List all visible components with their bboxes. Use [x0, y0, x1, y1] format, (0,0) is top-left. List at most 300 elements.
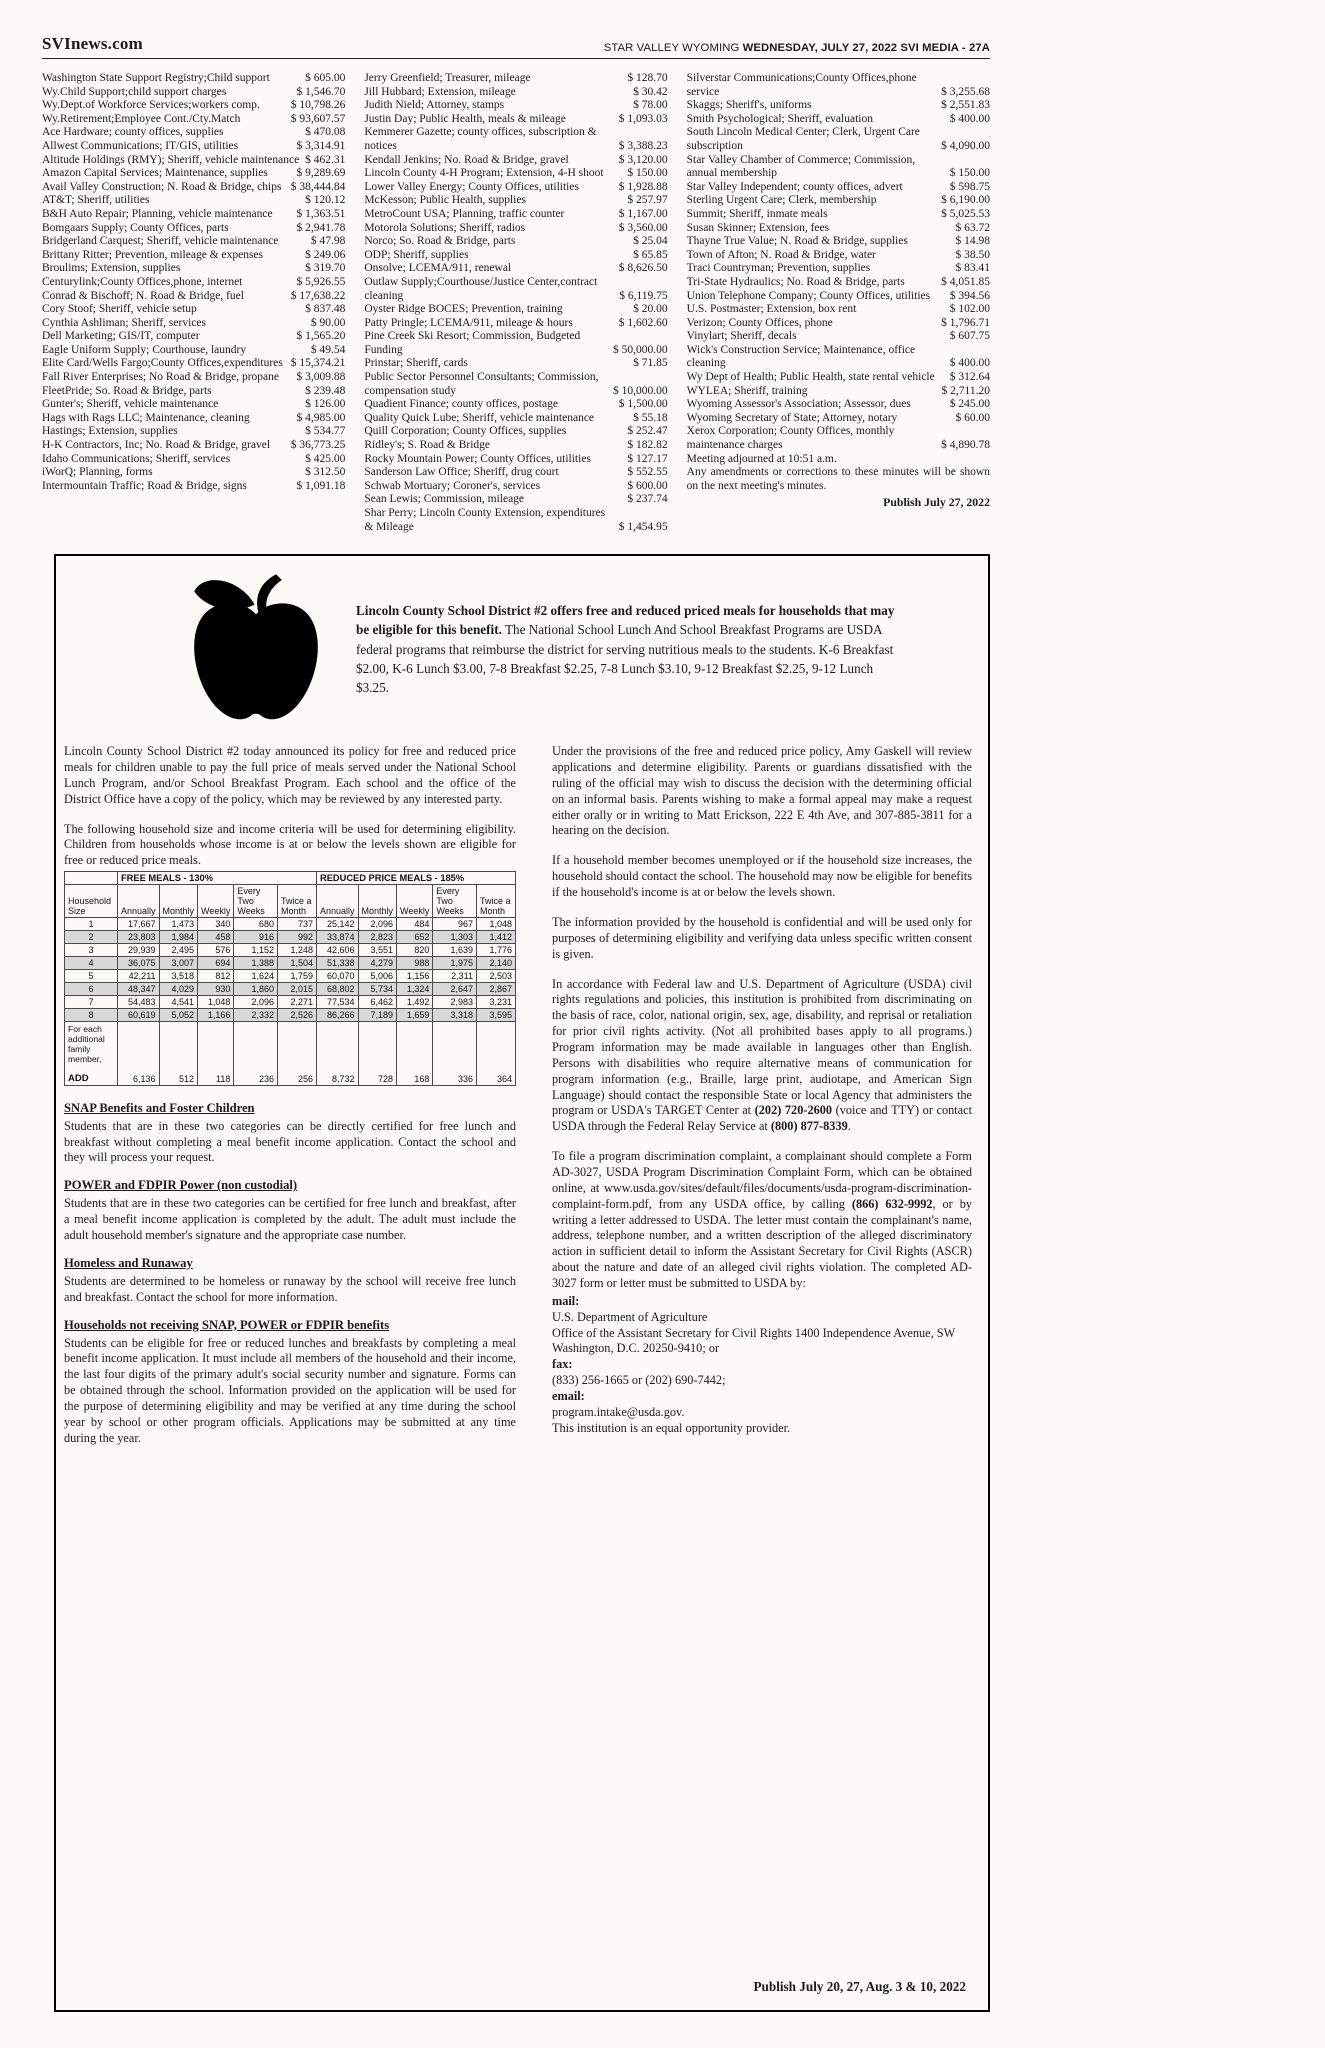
expenditure-entry — [364, 507, 667, 534]
expenditure-amount: $ 10,000.00 — [613, 384, 668, 397]
expenditure-entry — [42, 126, 345, 140]
expenditure-description: B&H Auto Repair; Planning, vehicle maintenance — [42, 207, 273, 220]
expenditure-description: Thayne True Value; N. Road & Bridge, supplies — [686, 235, 908, 248]
additional-member-label-cell — [65, 1022, 118, 1086]
expenditure-description: Eagle Uniform Supply; Courthouse, laundry — [42, 343, 247, 356]
expenditure-entry — [42, 453, 345, 467]
expenditure-description: Xerox Corporation; County Offices, monthly maintenance charges — [686, 425, 895, 452]
expenditure-entry — [687, 181, 990, 195]
additional-member-add-word: ADD — [68, 1072, 89, 1084]
expenditure-description: Union Telephone Company; County Offices, utilities — [686, 289, 931, 302]
income-value-cell: 3,551 — [358, 944, 397, 957]
expenditure-amount: $ 6,119.75 — [619, 289, 668, 302]
expenditure-amount: $ 38,444.84 — [290, 180, 346, 193]
expenditure-entry — [42, 276, 345, 290]
expenditure-description: Schwab Mortuary; Coroner's, services — [364, 479, 541, 492]
expenditure-entry — [687, 276, 990, 290]
contact-line: email: — [552, 1388, 585, 1403]
income-value-cell: 2,271 — [278, 996, 317, 1009]
income-value-cell: 68,802 — [316, 983, 358, 996]
expenditure-description: Jill Hubbard; Extension, mileage — [364, 85, 516, 98]
expenditure-amount: $ 1,500.00 — [618, 398, 668, 411]
expenditure-description: Susan Skinner; Extension, fees — [686, 221, 830, 234]
income-value-cell: 256 — [278, 1022, 317, 1086]
income-value-cell: 2,140 — [477, 957, 516, 970]
expenditure-amount: $ 9,289.69 — [296, 167, 346, 180]
expenditure-description: Bomgaars Supply; County Offices, parts — [42, 221, 229, 234]
expenditure-entry — [42, 317, 345, 331]
expenditure-amount: $ 15,374.21 — [290, 357, 346, 370]
expenditure-description: Prinstar; Sheriff, cards — [364, 357, 468, 370]
expenditure-description: Sanderson Law Office; Sheriff, drug court — [364, 466, 559, 479]
income-value-cell: 51,338 — [316, 957, 358, 970]
expenditure-amount: $ 36,773.25 — [290, 439, 346, 452]
expenditure-amount: $ 3,120.00 — [618, 153, 668, 166]
expenditure-entry — [687, 330, 990, 344]
expenditure-entry — [364, 317, 667, 331]
expenditure-entry — [364, 167, 667, 181]
expenditure-description: Star Valley Independent; county offices, advert — [686, 180, 903, 193]
income-value-cell: 737 — [278, 918, 317, 931]
section-body: Students are determined to be homeless or runaway by the school will receive free lunch and breakfast. Contact the school for more information. — [64, 1273, 516, 1304]
income-value-cell: 1,388 — [234, 957, 278, 970]
expenditure-description: Quadient Finance; county offices, postage — [364, 398, 558, 411]
expenditure-description: Centurylink;County Offices,phone, internet — [42, 275, 243, 288]
income-value-cell: 1,759 — [278, 970, 317, 983]
school-meals-notice — [54, 554, 990, 2012]
expenditure-description: Sterling Urgent Care; Clerk, membership — [686, 194, 877, 207]
expenditure-amount: $ 71.85 — [633, 357, 668, 370]
expenditure-amount: $ 182.82 — [627, 439, 668, 452]
expenditure-amount: $ 3,314.91 — [296, 139, 346, 152]
expenditure-description: Pine Creek Ski Resort; Commission, Budgeted Funding — [364, 330, 581, 356]
income-row — [65, 970, 516, 983]
expenditure-amount: $ 10,798.26 — [290, 99, 346, 112]
income-row — [65, 944, 516, 957]
household-size-cell: 6 — [65, 983, 118, 996]
household-size-cell: 7 — [65, 996, 118, 1009]
income-row — [65, 931, 516, 944]
minutes-closing-line: Any amendments or corrections to these minutes will be shown on the next meeting's minutes. — [686, 466, 990, 492]
expenditure-entry — [364, 194, 667, 208]
expenditure-description: Quill Corporation; County Offices, supplies — [364, 425, 567, 438]
expenditure-entry — [364, 154, 667, 168]
income-value-cell: 5,052 — [159, 1009, 198, 1022]
income-value-cell: 3,007 — [159, 957, 198, 970]
additional-member-row — [65, 1022, 516, 1086]
expenditure-amount: $ 400.00 — [949, 112, 990, 125]
expenditure-entry — [42, 357, 345, 371]
expenditure-amount: $ 4,090.00 — [941, 139, 990, 152]
masthead-date-page: WEDNESDAY, JULY 27, 2022 SVI MEDIA - 27A — [742, 42, 990, 54]
expenditure-description: Tri-State Hydraulics; No. Road & Bridge, parts — [686, 275, 905, 288]
expenditure-description: Idaho Communications; Sheriff, services — [42, 452, 231, 465]
income-value-cell: 458 — [198, 931, 234, 944]
apple-icon — [182, 570, 330, 728]
income-value-cell: 1,303 — [433, 931, 477, 944]
expenditure-description: Shar Perry; Lincoln County Extension, expenditures & Mileage — [364, 507, 606, 533]
expenditure-amount: $ 3,009.88 — [296, 371, 346, 384]
expenditure-entry — [364, 276, 667, 303]
income-value-cell: 2,503 — [477, 970, 516, 983]
expenditure-description: Dell Marketing; GIS/IT, computer — [42, 330, 200, 343]
expenditure-entry — [42, 425, 345, 439]
expenditure-entry — [687, 412, 990, 426]
expenditure-description: Amazon Capital Services; Maintenance, supplies — [42, 167, 268, 180]
expenditure-entry — [364, 330, 667, 357]
expenditure-entry — [364, 439, 667, 453]
household-size-cell: 2 — [65, 931, 118, 944]
expenditure-entry — [42, 249, 345, 263]
income-row — [65, 918, 516, 931]
expenditure-amount: $ 1,167.00 — [618, 207, 668, 220]
income-value-cell: 694 — [198, 957, 234, 970]
expenditure-amount: $ 312.50 — [305, 466, 346, 479]
expenditure-description: Gunter's; Sheriff, vehicle maintenance — [42, 398, 219, 411]
expenditure-description: AT&T; Sheriff, utilities — [42, 194, 150, 207]
expenditure-entry — [42, 222, 345, 236]
section-heading: Homeless and Runaway — [64, 1255, 193, 1270]
minutes-closing — [687, 453, 990, 494]
income-value-cell: 3,518 — [159, 970, 198, 983]
expenditure-amount: $ 8,626.50 — [618, 262, 668, 275]
section-heading: SNAP Benefits and Foster Children — [64, 1100, 255, 1115]
expenditure-amount: $ 245.00 — [949, 398, 990, 411]
expenditure-description: Patty Pringle; LCEMA/911, mileage & hours — [364, 316, 573, 329]
expenditure-amount: $ 150.00 — [627, 167, 668, 180]
income-value-cell: 4,541 — [159, 996, 198, 1009]
column-header: Weekly — [198, 885, 234, 918]
expenditure-amount: $ 552.55 — [627, 466, 668, 479]
income-value-cell: 6,462 — [358, 996, 397, 1009]
free-meals-header: FREE MEALS - 130% — [118, 872, 317, 885]
expenditure-amount: $ 607.75 — [949, 330, 990, 343]
publish-line-notice: Publish July 20, 27, Aug. 3 & 10, 2022 — [753, 1979, 966, 1994]
notice-paragraph: In accordance with Federal law and U.S. Department of Agriculture (USDA) civil rights regulations and policies, this institution is prohibited from discriminating on the basis of race, color, national origin, sex, age, disability, and reprisal or retaliation for prior civil rights activity. (Not all prohibited bases apply to all programs.) Program information may be made available in languages other than English. Persons with disabilities who require alternative means of communication for program information (e.g., Braille, large print, audiotape, and American Sign Language) should contact the responsible State or local Agency that administers the program or USDA's TARGET Center at (202) 720-2600 (voice and TTY) or contact USDA through the Federal Relay Service at (800) 877-8339. — [552, 976, 973, 1134]
income-value-cell: 2,495 — [159, 944, 198, 957]
expenditure-entry — [687, 290, 990, 304]
income-value-cell: 3,595 — [477, 1009, 516, 1022]
expenditure-amount: $ 38.50 — [955, 248, 990, 261]
additional-member-label: For each additional family member, — [68, 1024, 105, 1064]
expenditure-entry — [687, 99, 990, 113]
income-value-cell: 1,324 — [397, 983, 433, 996]
notice-section — [64, 1101, 516, 1167]
income-value-cell: 364 — [477, 1022, 516, 1086]
income-value-cell: 484 — [397, 918, 433, 931]
expenditure-amount: $ 1,546.70 — [296, 85, 346, 98]
household-size-cell: 8 — [65, 1009, 118, 1022]
income-value-cell: 4,029 — [159, 983, 198, 996]
minutes-closing-line: Meeting adjourned at 10:51 a.m. — [686, 452, 837, 465]
expenditure-entry — [364, 86, 667, 100]
income-value-cell: 1,152 — [234, 944, 278, 957]
income-value-cell: 2,526 — [278, 1009, 317, 1022]
expenditure-amount: $ 312.64 — [949, 371, 990, 384]
expenditure-description: Rocky Mountain Power; County Offices, utilities — [364, 452, 591, 465]
income-value-cell: 680 — [234, 918, 278, 931]
income-value-cell: 1,048 — [198, 996, 234, 1009]
expenditure-description: Wick's Construction Service; Maintenance, office cleaning — [686, 343, 916, 370]
expenditure-entry — [42, 303, 345, 317]
expenditure-entry — [364, 208, 667, 222]
income-value-cell: 1,639 — [433, 944, 477, 957]
income-value-cell: 48,347 — [118, 983, 160, 996]
contact-line: mail: — [552, 1293, 580, 1308]
section-heading: POWER and FDPIR Power (non custodial) — [64, 1178, 298, 1193]
expenditure-amount: $ 150.00 — [949, 167, 990, 180]
expenditure-amount: $ 1,093.03 — [618, 112, 668, 125]
expenditure-entry — [364, 262, 667, 276]
expenditure-description: Silverstar Communications;County Offices,phone service — [686, 72, 917, 98]
household-size-cell: 4 — [65, 957, 118, 970]
expenditure-description: Cynthia Ashliman; Sheriff, services — [42, 316, 206, 329]
expenditure-entry — [364, 412, 667, 426]
income-value-cell: 1,156 — [397, 970, 433, 983]
column-header: Twice a Month — [278, 885, 317, 918]
contact-line: Washington, D.C. 20250-9410; or — [552, 1341, 720, 1356]
income-row — [65, 983, 516, 996]
expenditure-description: MetroCount USA; Planning, traffic counter — [364, 207, 565, 220]
income-value-cell: 86,266 — [316, 1009, 358, 1022]
expenditure-entry — [42, 235, 345, 249]
expenditure-description: Vinylart; Sheriff, decals — [686, 330, 797, 343]
expenditure-amount: $ 1,928.88 — [618, 180, 668, 193]
expenditure-amount: $ 462.31 — [305, 153, 346, 166]
expenditure-description: Cory Stoof; Sheriff, vehicle setup — [42, 303, 197, 316]
expenditure-amount: $ 534.77 — [305, 425, 346, 438]
expenditure-amount: $ 3,560.00 — [618, 221, 668, 234]
income-value-cell: 1,248 — [278, 944, 317, 957]
notice-columns — [56, 732, 988, 1458]
expenditure-description: Smith Psychological; Sheriff, evaluation — [686, 112, 873, 125]
expenditure-description: Verizon; County Offices, phone — [686, 316, 833, 329]
expenditure-entry — [42, 480, 345, 494]
notice-paragraph: If a household member becomes unemployed or if the household size increases, the household should contact the school. The household may now be eligible for benefits if the household's income is at or below the levels shown. — [552, 853, 972, 900]
income-value-cell: 652 — [397, 931, 433, 944]
expenditure-entry — [364, 398, 667, 412]
expenditure-description: Ace Hardware; county offices, supplies — [42, 126, 224, 139]
income-value-cell: 7,189 — [358, 1009, 397, 1022]
income-value-cell: 2,823 — [358, 931, 397, 944]
income-value-cell: 1,504 — [278, 957, 317, 970]
expenditure-list — [687, 72, 990, 453]
expenditure-entry — [687, 249, 990, 263]
expenditure-description: McKesson; Public Health, supplies — [364, 194, 526, 207]
expenditure-amount: $ 1,602.60 — [618, 316, 668, 329]
expenditure-entry — [364, 480, 667, 494]
income-value-cell: 6,136 — [118, 1022, 160, 1086]
column-header: Household Size — [65, 885, 118, 918]
income-value-cell: 1,975 — [433, 957, 477, 970]
expenditure-description: Outlaw Supply;Courthouse/Justice Center,contract cleaning — [364, 275, 598, 302]
income-value-cell: 812 — [198, 970, 234, 983]
expenditure-entry — [42, 262, 345, 276]
notice-sections — [64, 1101, 516, 1447]
column-header: Twice a Month — [477, 885, 516, 918]
expenditure-amount: $ 1,565.20 — [296, 330, 346, 343]
column-header: Every Two Weeks — [234, 885, 278, 918]
expenditure-amount: $ 63.72 — [955, 221, 990, 234]
expenditure-description: Star Valley Chamber of Commerce; Commission, annual membership — [686, 153, 916, 180]
column-header: Monthly — [159, 885, 198, 918]
expenditure-description: Oyster Ridge BOCES; Prevention, training — [364, 303, 563, 316]
expenditure-entry — [687, 154, 990, 181]
income-value-cell: 2,332 — [234, 1009, 278, 1022]
expenditure-description: Altitude Holdings (RMY); Sheriff, vehicle maintenance — [42, 153, 300, 166]
expenditure-entry — [42, 86, 345, 100]
contact-line: Office of the Assistant Secretary for Civil Rights 1400 Independence Avenue, SW — [552, 1325, 956, 1340]
expenditure-entry — [687, 194, 990, 208]
expenditure-description: FleetPride; So. Road & Bridge, parts — [42, 384, 212, 397]
expenditure-entry — [364, 222, 667, 236]
masthead-region: STAR VALLEY WYOMING — [603, 42, 743, 54]
expenditure-column-2 — [364, 72, 667, 534]
expenditure-amount: $ 25.04 — [633, 235, 668, 248]
income-value-cell: 820 — [397, 944, 433, 957]
expenditure-description: South Lincoln Medical Center; Clerk, Urgent Care subscription — [686, 126, 920, 152]
expenditure-description: Washington State Support Registry;Child support — [42, 72, 270, 84]
section-body: Students that are in these two categories can be certified for free lunch and breakfast, after a meal benefit income application is completed by the adult. The adult must include the adult household member's signature and the appropriate case number. — [64, 1196, 516, 1242]
expenditure-description: Kendall Jenkins; No. Road & Bridge, gravel — [364, 153, 569, 166]
contact-line: fax: — [552, 1357, 573, 1372]
expenditure-amount: $ 93,607.57 — [290, 112, 346, 125]
expenditure-entry — [687, 222, 990, 236]
household-size-cell: 1 — [65, 918, 118, 931]
income-value-cell: 576 — [198, 944, 234, 957]
expenditure-entry — [364, 126, 667, 153]
expenditure-amount: $ 3,388.23 — [618, 139, 668, 152]
expenditure-entry — [687, 113, 990, 127]
expenditure-entry — [364, 181, 667, 195]
expenditure-amount: $ 2,941.78 — [296, 221, 346, 234]
expenditure-amount: $ 83.41 — [955, 262, 990, 275]
expenditure-entry — [42, 181, 345, 195]
income-value-cell: 1,984 — [159, 931, 198, 944]
expenditure-amount: $ 1,363.51 — [296, 207, 346, 220]
expenditure-entry — [364, 249, 667, 263]
expenditure-description: Brittany Ritter; Prevention, mileage & expenses — [42, 248, 264, 261]
expenditure-amount: $ 128.70 — [627, 72, 668, 84]
expenditure-entry — [42, 371, 345, 385]
expenditure-amount: $ 605.00 — [305, 72, 346, 84]
income-value-cell: 2,867 — [477, 983, 516, 996]
expenditure-description: Avail Valley Construction; N. Road & Bridge, chips — [42, 180, 282, 193]
income-value-cell: 1,166 — [198, 1009, 234, 1022]
income-value-cell: 29,939 — [118, 944, 160, 957]
expenditure-amount: $ 2,711.20 — [941, 384, 990, 397]
expenditure-entry — [364, 466, 667, 480]
income-value-cell: 42,211 — [118, 970, 160, 983]
expenditure-description: Wy.Dept.of Workforce Services;workers comp. — [42, 99, 260, 112]
income-value-cell: 916 — [234, 931, 278, 944]
income-eligibility-table — [64, 871, 516, 1086]
notice-left-column — [64, 744, 516, 1458]
income-value-cell: 1,659 — [397, 1009, 433, 1022]
column-header: Annually — [316, 885, 358, 918]
expenditure-description: Norco; So. Road & Bridge, parts — [364, 235, 516, 248]
expenditure-amount: $ 126.00 — [305, 398, 346, 411]
expenditure-amount: $ 4,051.85 — [941, 275, 990, 288]
expenditure-description: Hags with Rags LLC; Maintenance, cleaning — [42, 411, 250, 424]
expenditure-amount: $ 4,890.78 — [941, 439, 990, 452]
column-header: Weekly — [397, 885, 433, 918]
expenditure-amount: $ 252.47 — [627, 425, 668, 438]
expenditure-entry — [364, 453, 667, 467]
expenditure-entry — [42, 154, 345, 168]
notice-paragraph: Under the provisions of the free and reduced price policy, Amy Gaskell will review applications and determine eligibility. Parents or guardians dissatisfied with the ruling of the official may wish to discuss the decision with the determining official on an informal basis. Parents wishing to make a formal appeal may make a request either orally or in writing to Matt Erickson, 222 E 4th Ave, and 307-885-3811 for a hearing on the decision. — [552, 744, 972, 838]
income-value-cell: 2,096 — [234, 996, 278, 1009]
expenditure-description: Hastings; Extension, supplies — [42, 425, 178, 438]
expenditure-description: H-K Contractors, Inc; No. Road & Bridge, gravel — [42, 439, 271, 452]
expenditure-entry — [687, 126, 990, 153]
income-value-cell: 930 — [198, 983, 234, 996]
income-value-cell: 2,096 — [358, 918, 397, 931]
expenditure-entry — [42, 439, 345, 453]
expenditure-entry — [42, 290, 345, 304]
expenditure-amount: $ 78.00 — [633, 99, 668, 112]
expenditure-amount: $ 17,638.22 — [290, 289, 346, 302]
expenditure-description: Summit; Sheriff, inmate meals — [686, 207, 828, 220]
expenditure-entry — [687, 385, 990, 399]
expenditure-entry — [42, 385, 345, 399]
income-value-cell: 1,492 — [397, 996, 433, 1009]
expenditure-amount: $ 2,551.83 — [941, 99, 990, 112]
income-row — [65, 957, 516, 970]
section-heading: Households not receiving SNAP, POWER or FDPIR benefits — [64, 1317, 390, 1332]
income-value-cell: 1,624 — [234, 970, 278, 983]
expenditure-description: WYLEA; Sheriff, training — [686, 384, 808, 397]
expenditure-amount: $ 5,926.55 — [296, 275, 346, 288]
notice-paragraph: To file a program discrimination complaint, a complainant should complete a Form AD-3027, USDA Program Discrimination Complaint Form, which can be obtained online, at www.usda.gov/sites/default/files/documents/usda-program-discrimination-complaint-form.pdf, from any USDA office, by calling (866) 632-9992, or by writing a letter addressed to USDA. The letter must contain the complainant's name, address, telephone number, and a written description of the alleged discriminatory action in sufficient detail to inform the Assistant Secretary for Civil Rights (ASCR) about the nature and date of an alleged civil rights violation. The completed AD-3027 form or letter must be submitted to USDA by: — [552, 1149, 972, 1290]
expenditure-amount: $ 3,255.68 — [941, 85, 990, 98]
income-value-cell: 1,412 — [477, 931, 516, 944]
income-value-cell: 992 — [278, 931, 317, 944]
income-value-cell: 2,015 — [278, 983, 317, 996]
expenditure-description: Wyoming Assessor's Association; Assessor, dues — [686, 398, 911, 411]
notice-intro-row — [56, 556, 988, 732]
notice-left-paragraphs — [64, 744, 516, 869]
expenditure-amount: $ 6,190.00 — [941, 194, 990, 207]
contact-line: (833) 256-1665 or (202) 690-7442; — [552, 1373, 726, 1388]
expenditure-description: Allwest Communications; IT/GIS, utilities — [42, 139, 239, 152]
expenditure-entry — [42, 344, 345, 358]
page-header — [42, 34, 990, 59]
expenditure-amount: $ 127.17 — [627, 452, 668, 465]
income-row — [65, 996, 516, 1009]
income-value-cell: 988 — [397, 957, 433, 970]
expenditure-description: Bridgerland Carquest; Sheriff, vehicle maintenance — [42, 235, 279, 248]
expenditure-amount: $ 20.00 — [633, 303, 668, 316]
expenditure-entry — [687, 303, 990, 317]
expenditure-description: Motorola Solutions; Sheriff, radios — [364, 221, 526, 234]
income-value-cell: 168 — [397, 1022, 433, 1086]
expenditure-entry — [42, 194, 345, 208]
income-value-cell: 60,070 — [316, 970, 358, 983]
expenditure-amount: $ 319.70 — [305, 262, 346, 275]
expenditure-amount: $ 425.00 — [305, 452, 346, 465]
income-value-cell: 33,874 — [316, 931, 358, 944]
expenditure-amount: $ 55.18 — [633, 411, 668, 424]
expenditure-column-1 — [42, 72, 345, 534]
income-value-cell: 54,483 — [118, 996, 160, 1009]
expenditure-entry — [42, 412, 345, 426]
expenditure-amount: $ 239.48 — [305, 384, 346, 397]
expenditure-amount: $ 5,025.53 — [941, 207, 990, 220]
expenditure-entry — [42, 167, 345, 181]
income-value-cell: 1,473 — [159, 918, 198, 931]
expenditure-description: U.S. Postmaster; Extension, box rent — [686, 303, 857, 316]
